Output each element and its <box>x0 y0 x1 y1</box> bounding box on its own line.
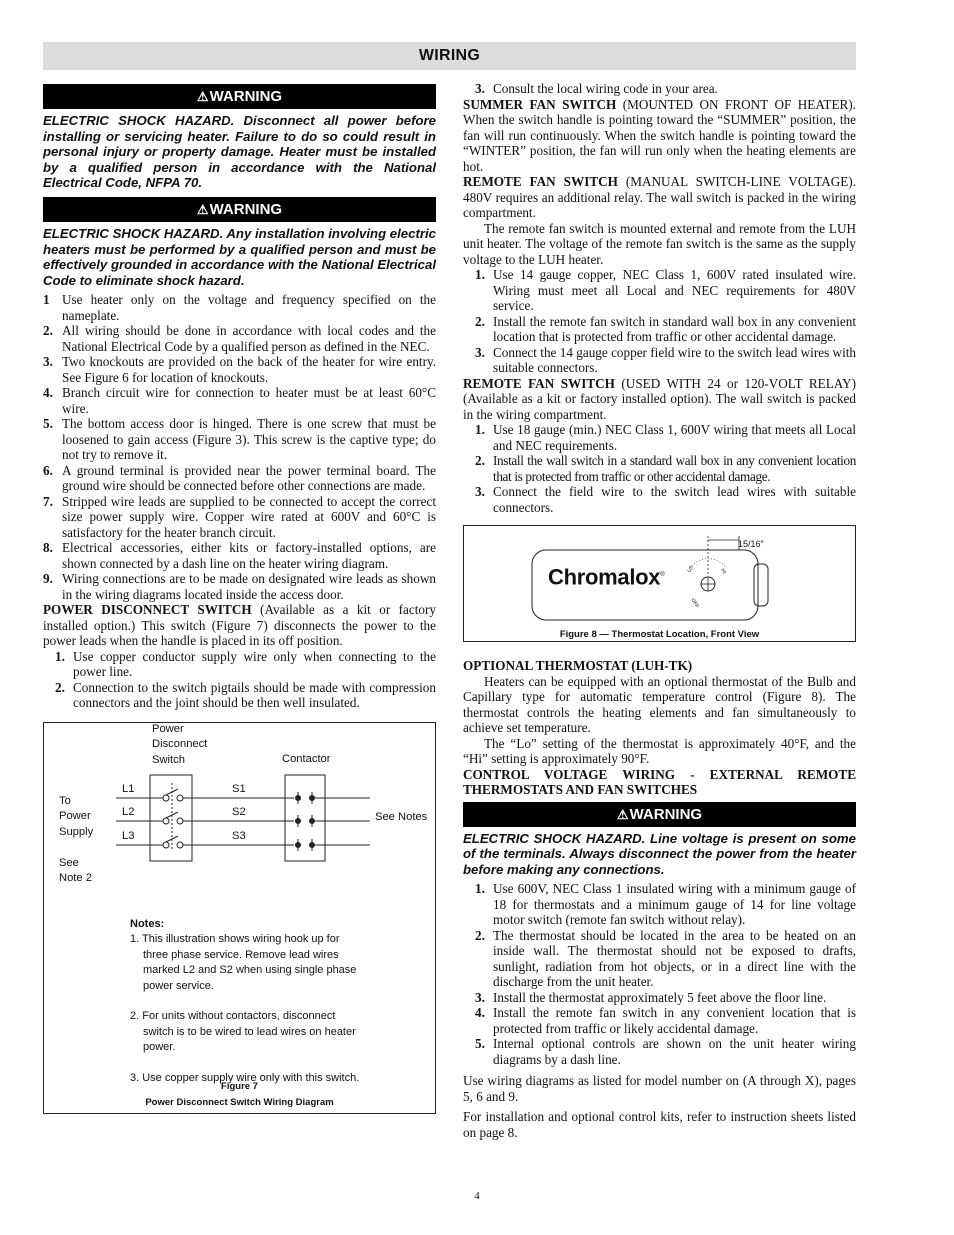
contactor-contacts <box>296 792 315 851</box>
item-number: 7. <box>43 493 53 509</box>
optional-thermostat-paragraph: Heaters can be equipped with an optional thermostat of the Bulb and Capillary type for automatic temperature control (Figure 8). The thermostat controls the heating elements and fan simultaneously to achieve set temperature. <box>463 673 856 735</box>
list-item <box>463 81 856 97</box>
dimension-label: 15/16" <box>738 539 764 549</box>
thermostat-settings-paragraph: The “Lo” setting of the thermostat is approximately 40°F, and the “Hi” setting is approximately 90°F. <box>463 735 856 766</box>
item-text: Use 600V, NEC Class 1 insulated wiring with a minimum gauge of 18 for thermostats and a minimum gauge of 14 for line voltage motor switch (remote fan switch without relay). <box>493 881 856 928</box>
list-item <box>43 571 436 602</box>
item-number: 1. <box>475 881 485 897</box>
item-text: Connect the field wire to the switch lead wires with suitable connectors. <box>493 484 856 515</box>
summer-fan-switch-paragraph <box>463 97 856 175</box>
list-item <box>463 928 856 990</box>
label-line: To <box>59 794 71 807</box>
list-item <box>43 463 436 494</box>
label-line: Note 2 <box>59 872 92 885</box>
line-label-l1: L1 <box>122 782 135 795</box>
warning-text-1: ELECTRIC SHOCK HAZARD. Disconnect all power before installing or servicing heater. Failure to do so could result in personal injury or property damage. Heater must be installed by a qualified person in accordance with the National Electrical Code, NFPA 70. <box>43 113 436 191</box>
item-number: 1. <box>55 648 65 664</box>
switch-contacts <box>163 783 183 851</box>
label-line: Power <box>59 810 91 823</box>
note-item: 1. This illustration shows wiring hook up for three phase service. Remove lead wires marked L2 and S2 when using single phase power service. <box>130 933 357 992</box>
figure-7-caption: Power Disconnect Switch Wiring Diagram <box>145 1096 334 1108</box>
item-number: 2. <box>475 927 485 943</box>
item-text: All wiring should be done in accordance with local codes and the National Electrical Code by a qualified person as defined in the NEC. <box>62 323 436 354</box>
item-text: Branch circuit wire for connection to heater must be at least 60°C wire. <box>62 385 436 416</box>
item-number: 1 <box>43 292 50 308</box>
item-number: 3. <box>475 344 485 360</box>
warning-label: WARNING <box>209 200 283 218</box>
brand-name: Chromalox <box>548 564 661 590</box>
item-text: The thermostat should be located in the area to be heated on an inside wall. The thermostat should not be exposed to drafts, sunlight, radiation from hot objects, or in a direct line with the discharge from the unit heater. <box>493 927 856 990</box>
line-label-l2: L2 <box>122 805 135 818</box>
figure-8-thermostat <box>463 525 856 642</box>
dial-lo-label: LO <box>686 564 695 574</box>
figure-8-caption: Figure 8 — Thermostat Location, Front View <box>559 629 760 640</box>
item-text: A ground terminal is provided near the power terminal board. The ground wire should be connected before other connections are made. <box>62 462 436 494</box>
remote-fan-switch-body: (MANUAL SWITCH-LINE VOLTAGE). 480V requires an additional relay. The wall switch is packed in the wiring compartment. <box>463 174 856 220</box>
list-item <box>463 422 856 453</box>
wiring-list <box>43 292 436 602</box>
figure-7-number: Figure 7 <box>221 1080 258 1092</box>
remote-fan-switch-heading: REMOTE FAN SWITCH <box>463 174 618 189</box>
remote-fan-switch-paragraph-1 <box>463 174 856 221</box>
remote-fan-switch-body: (USED WITH 24 or 120-VOLT RELAY) (Available as a kit or factory installed option). The wall switch is packed in the wiring compartment. <box>463 375 856 422</box>
line-label-s1: S1 <box>232 782 246 795</box>
section-header <box>43 42 856 70</box>
item-text: Install the wall switch in a standard wall box in any convenient location that is protected from traffic or other accidental damage. <box>493 453 856 484</box>
contactor-box <box>285 775 325 861</box>
item-number: 2. <box>55 679 65 695</box>
item-text: Install the remote fan switch in any convenient location that is protected from traffic or likely accidental damage. <box>493 1005 856 1036</box>
line-label-l3: L3 <box>122 829 135 842</box>
item-text: Use 14 gauge copper, NEC Class 1, 600V rated insulated wire. Wiring must meet all Local and NEC requirements for 480V service. <box>493 267 856 313</box>
power-disconnect-switch-label <box>152 722 207 769</box>
item-text: Connect the 14 gauge copper field wire to the switch lead wires with suitable connectors. <box>493 344 856 375</box>
optional-thermostat-heading: OPTIONAL THERMOSTAT (LUH-TK) <box>463 658 693 673</box>
item-number: 3. <box>475 989 485 1005</box>
item-text: Stripped wire leads are supplied to be connected to accept the correct size power supply wire. Copper wire rated at 600V and 60°C is satisfactory for the heater branch circuit. <box>62 493 436 540</box>
remote-fan-switch-paragraph-2 <box>463 376 856 423</box>
list-item <box>463 484 856 515</box>
item-text: Use copper conductor supply wire only when connecting to the power line. <box>73 648 436 680</box>
item-number: 8. <box>43 540 53 556</box>
item-text: Consult the local wiring code in your area. <box>493 81 718 96</box>
dial-off-label: OFF <box>689 597 700 610</box>
item-text: Install the thermostat approximately 5 feet above the floor line. <box>493 989 827 1005</box>
label-line: Power <box>152 722 184 735</box>
warning-label: WARNING <box>629 805 703 823</box>
note-item: 2. For units without contactors, disconnect switch is to be wired to lead wires on heater power. <box>130 1010 356 1054</box>
item-number: 3. <box>43 354 53 370</box>
item-number: 2. <box>475 453 485 468</box>
list-item <box>463 881 856 928</box>
list-item <box>43 354 436 385</box>
heater-side-outline <box>754 564 768 606</box>
item-number: 5. <box>475 1036 485 1052</box>
list-item <box>43 385 436 416</box>
item-text: Connection to the switch pigtails should be made with compression connectors and the joint should be then well insulated. <box>73 679 436 711</box>
item-number: 5. <box>43 416 53 432</box>
list-item <box>463 345 856 376</box>
item-text: Two knockouts are provided on the back of the heater for wire entry. See Figure 6 for location of knockouts. <box>62 354 436 385</box>
item-text: The bottom access door is hinged. There is one screw that must be loosened to gain access (Figure 3). This screw is the captive type; do not try to remove it. <box>62 416 436 463</box>
warning-triangle-icon: ⚠ <box>196 89 209 104</box>
warning-banner-2 <box>43 197 436 222</box>
list-item <box>43 649 436 680</box>
list-item <box>463 267 856 314</box>
label-line: Switch <box>152 753 185 766</box>
item-text: Internal optional controls are shown on the unit heater wiring diagrams by a dash line. <box>493 1036 856 1067</box>
item-number: 3. <box>475 81 485 96</box>
see-note-label <box>59 856 92 887</box>
power-disconnect-list <box>43 649 436 711</box>
to-power-supply-label <box>59 794 93 841</box>
item-number: 4. <box>475 1005 485 1021</box>
warning-text-2: ELECTRIC SHOCK HAZARD. Any installation involving electric heaters must be performed by a qualified person and must be effectively grounded in accordance with the National Electrical Code to eliminate shock hazard. <box>43 225 436 288</box>
warning-triangle-icon: ⚠ <box>196 201 209 217</box>
continued-list <box>463 81 856 97</box>
list-item <box>43 416 436 463</box>
figure-7-wiring-diagram <box>43 722 436 1114</box>
item-number: 2. <box>475 313 485 329</box>
control-kits-paragraph: For installation and optional control kits, refer to instruction sheets listed on page 8. <box>463 1109 856 1140</box>
warning-banner-1 <box>43 84 436 109</box>
item-text: Install the remote fan switch in standard wall box in any convenient location that is protected from traffic or other accidental damage. <box>493 313 856 344</box>
item-number: 1. <box>475 267 485 282</box>
item-number: 9. <box>43 571 53 587</box>
see-notes-label: See Notes <box>375 810 428 823</box>
registered-mark: ® <box>660 572 665 578</box>
chromalox-logo <box>548 564 665 590</box>
label-line: Supply <box>59 825 94 838</box>
item-text: Wiring connections are to be made on designated wire leads as shown in the wiring diagrams located inside the access door. <box>62 571 436 602</box>
item-text: Use heater only on the voltage and frequency specified on the nameplate. <box>62 292 436 323</box>
dial-hi-label: HI <box>719 567 727 576</box>
right-column <box>463 81 856 1140</box>
page-number: 4 <box>474 1190 480 1202</box>
warning-banner-3 <box>463 802 856 827</box>
line-label-s3: S3 <box>232 829 246 842</box>
remote-fan-switch-list-1 <box>463 267 856 376</box>
warning-triangle-icon: ⚠ <box>616 806 629 822</box>
remote-fan-switch-heading: REMOTE FAN SWITCH <box>463 375 615 391</box>
list-item <box>463 1005 856 1036</box>
disconnect-switch-box <box>150 775 192 861</box>
summer-fan-switch-body: (MOUNTED ON FRONT OF HEATER). When the switch handle is pointing toward the “SUMMER” position, the fan will run continuously. When the switch handle is pointing toward the “WINTER” position, the fan will run only when the heating elements are hot. <box>463 96 856 174</box>
wiring-diagrams-paragraph: Use wiring diagrams as listed for model number on (A through X), pages 5, 6 and 9. <box>463 1073 856 1104</box>
warning-label: WARNING <box>209 88 283 105</box>
item-number: 1. <box>475 422 485 437</box>
remote-fan-switch-description: The remote fan switch is mounted external and remote from the LUH unit heater. The voltage of the remote fan switch is the same as the supply voltage to the LUH heater. <box>463 220 856 267</box>
list-item <box>43 680 436 711</box>
item-text: Electrical accessories, either kits or factory-installed options, are shown connected by a dash line on the heater wiring diagram. <box>62 540 436 571</box>
note-item: 3. Use copper supply wire only with this switch. <box>130 1071 360 1084</box>
remote-fan-switch-list-2 <box>463 422 856 515</box>
item-number: 6. <box>43 462 53 478</box>
item-number: 2. <box>43 323 53 339</box>
control-voltage-list <box>463 881 856 1067</box>
left-column <box>43 84 436 1114</box>
list-item <box>463 314 856 345</box>
list-item <box>463 1036 856 1067</box>
item-number: 4. <box>43 385 53 401</box>
label-line: See <box>59 856 79 869</box>
power-disconnect-body: (Available as a kit or factory installed option.) This switch (Figure 7) disconnects the power to the power leads when the handle is placed in its off position. <box>43 602 436 649</box>
list-item <box>43 494 436 541</box>
list-item <box>43 292 436 323</box>
notes-title: Notes: <box>130 917 165 930</box>
list-item <box>43 323 436 354</box>
warning-text-3: ELECTRIC SHOCK HAZARD. Line voltage is present on some of the terminals. Always disconnect the power from the heater before making any connections. <box>463 830 856 877</box>
power-disconnect-heading: POWER DISCONNECT SWITCH <box>43 602 252 618</box>
list-item <box>463 453 856 484</box>
contactor-label: Contactor <box>282 752 331 765</box>
list-item <box>463 990 856 1006</box>
list-item <box>43 540 436 571</box>
power-disconnect-paragraph <box>43 602 436 649</box>
section-title: WIRING <box>418 47 481 64</box>
item-text: Use 18 gauge (min.) NEC Class 1, 600V wiring that meets all Local and NEC requirements. <box>493 422 856 453</box>
item-number: 3. <box>475 484 485 499</box>
line-label-s2: S2 <box>232 805 246 818</box>
control-voltage-heading: CONTROL VOLTAGE WIRING - EXTERNAL REMOTE THERMOSTATS AND FAN SWITCHES <box>463 766 856 797</box>
figure-7-notes <box>130 917 360 1102</box>
label-line: Disconnect <box>152 738 208 751</box>
summer-fan-switch-heading: SUMMER FAN SWITCH <box>463 96 617 112</box>
